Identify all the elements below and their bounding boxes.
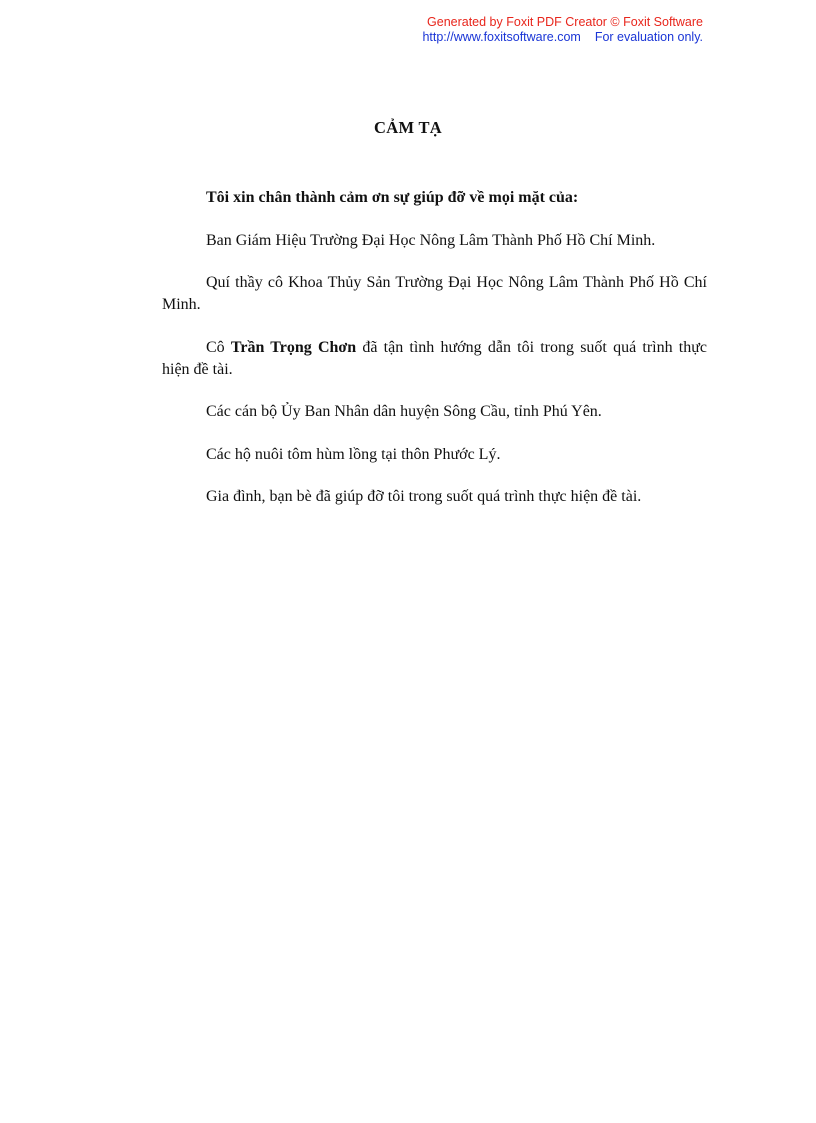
- paragraph-lobster-farmers: Các hộ nuôi tôm hùm lồng tại thôn Phước Lý.: [206, 445, 501, 463]
- advisor-name: Trần Trọng Chơn: [230, 338, 357, 356]
- watermark-url-link[interactable]: http://www.foxitsoftware.com: [422, 30, 581, 44]
- watermark-creator-text: Generated by Foxit PDF Creator © Foxit Software: [427, 15, 703, 29]
- watermark-url-line: [422, 30, 703, 45]
- acknowledgement-body: [162, 187, 707, 529]
- paragraph-faculty: Quí thầy cô Khoa Thủy Sản Trường Đại Học Nông Lâm Thành Phố Hồ Chí Minh.: [162, 274, 707, 313]
- paragraph-local-officials: Các cán bộ Ủy Ban Nhân dân huyện Sông Cầu, tỉnh Phú Yên.: [206, 403, 602, 420]
- foxit-watermark: [422, 15, 703, 45]
- page-title: CẢM TẠ: [374, 118, 442, 137]
- advisor-prefix: Cô: [206, 338, 231, 356]
- advisor-suffix: đã tận tình hướng dẫn tôi trong suốt quá trình thực hiện đề tài.: [162, 338, 708, 378]
- watermark-evaluation-note: For evaluation only.: [594, 30, 703, 44]
- paragraph-advisor: [162, 337, 707, 381]
- intro-paragraph: Tôi xin chân thành cảm ơn sự giúp đỡ về mọi mặt của:: [206, 189, 579, 206]
- paragraph-family-friends: Gia đình, bạn bè đã giúp đỡ tôi trong suốt quá trình thực hiện đề tài.: [206, 488, 642, 505]
- paragraph-board-of-rectors: Ban Giám Hiệu Trường Đại Học Nông Lâm Thành Phố Hồ Chí Minh.: [206, 231, 656, 249]
